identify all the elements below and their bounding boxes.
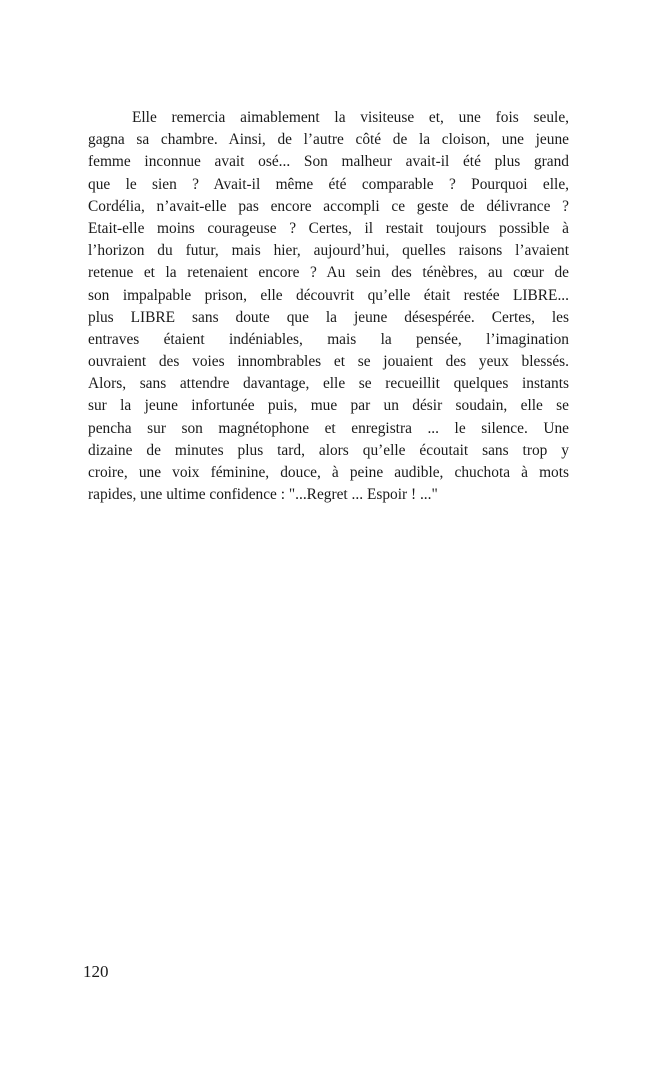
text-line: croire, une voix féminine, douce, à peine audible, chuchota à mots [88, 464, 569, 481]
text-line: gagna sa chambre. Ainsi, de l’autre côté de la cloison, une jeune [88, 131, 569, 149]
text-line: ouvraient des voies innombrables et se jouaient des yeux blessés. [88, 353, 569, 371]
text-line: femme inconnue avait osé... Son malheur avait-il été plus grand [88, 153, 569, 171]
text-line: pencha sur son magnétophone et enregistra ... le silence. Une [88, 419, 569, 437]
text-line: dizaine de minutes plus tard, alors qu’elle écoutait sans trop y [88, 441, 569, 459]
text-line: plus LIBRE sans doute que la jeune désespérée. Certes, les [88, 308, 569, 326]
text-line: que le sien ? Avait-il même été comparable ? Pourquoi elle, [88, 175, 569, 193]
text-line: entraves étaient indéniables, mais la pensée, l’imagination [88, 330, 569, 348]
text-line: Cordélia, n’avait-elle pas encore accompli ce geste de délivrance ? [88, 197, 569, 215]
text-line: Alors, sans attendre davantage, elle se recueillit quelques instants [88, 375, 569, 393]
text-line: Etait-elle moins courageuse ? Certes, il restait toujours possible à [88, 219, 569, 237]
text-line: Elle remercia aimablement la visiteuse et, une fois seule, [132, 109, 569, 126]
text-line: sur la jeune infortunée puis, mue par un désir soudain, elle se [88, 397, 569, 415]
text-line: son impalpable prison, elle découvrit qu’elle était restée LIBRE... [88, 286, 569, 304]
body-paragraph [88, 107, 569, 506]
text-line: rapides, une ultime confidence : "...Regret ... Espoir ! ..." [88, 486, 438, 504]
text-line: l’horizon du futur, mais hier, aujourd’hui, quelles raisons l’avaient [88, 242, 569, 260]
page-number: 120 [83, 962, 109, 981]
text-line: retenue et la retenaient encore ? Au sein des ténèbres, au cœur de [88, 264, 569, 282]
